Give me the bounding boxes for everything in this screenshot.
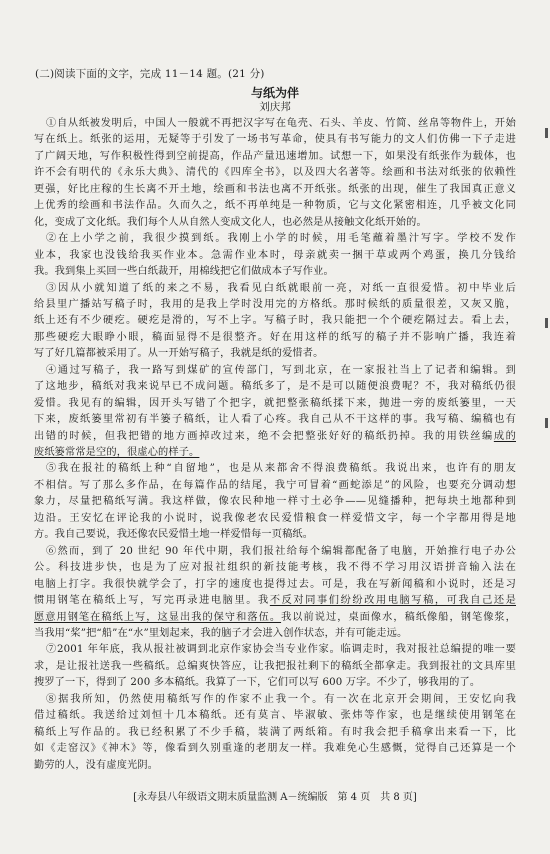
article-line: 纸上还有不少硬疙。硬疙是滑的，写不上字。写稿子时，我只能把一个个硬疙隔过去。看上去， [34,315,516,327]
article-line: 勤劳的人，没有虚度光阴。 [34,759,159,771]
article-line: 方。我自己要说，我还像农民爱惜土地一样爱惜每一页稿纸。 [34,529,314,541]
article-line: 公。科技进步快，也是为了应对报社组织的新技能考核，我不得不学习用汉语拼音输入法在 [34,562,516,574]
article-line: 边沿。王安忆在评论我的小说时，说我像老农民爱惜粮食一样爱惜文字，每一个字都用得是地 [34,512,516,524]
article-line: ④通过写稿子，我一路写到煤矿的宣传部门，写到北京，在一家报社当上了记者和编辑。到 [46,364,516,376]
article-line: 上优秀的绘画和书法作品。久而久之，纸不再单纯是一种物质，它与文化紧密相连，几乎被文化同 [34,200,516,212]
article-line: 爱惜。我见有的编辑，因开头写错了个把字，就把整张稿纸揉下来，抛进一旁的废纸篓里，一天 [34,397,516,409]
article-line: 稿纸上写作品的。我已经积累了不少手稿，装满了两纸箱。有时我会把手稿拿出来看一下，比 [34,726,516,738]
article-author: 刘庆邦 [259,101,291,113]
article-line: ⑥然而，到了 20 世纪 90 年代中期，我们报社给每个编辑都配备了电脑，开始推行电子办公 [46,545,516,557]
article-line: 愿意用钢笔在稿纸上写，这显出我的保守和落伍。我以前说过，桌面像水，稿纸像船，钢笔像浆， [34,611,516,623]
article-line: ⑤我在报社的稿纸上种“自留地”，也是从来都舍不得浪费稿纸。我说出来，也许有的朋友 [46,463,516,475]
article-line: 了广阔天地，写作积极性得到空前提高，作品产量迅速增加。试想一下，如果没有纸张作为载体，也 [34,150,516,162]
article-line: 借过稿纸。我送给过刘恒十几本稿纸。还有莫言、毕淑敏、张炜等作家，也是继续使用钢笔在 [34,710,516,722]
article-line: ⑦2001 年年底，我从报社被调到北京作家协会当专业作家。临调走时，我对报社总编提的唯一要 [46,644,516,656]
article-line: 出错的时候，但我把错的地方画掉改过来，绝不会把整张好好的稿纸扔掉。我的用铁丝编成的 [34,430,516,442]
article-line: 那些硬疙大眼睁小眼，稿面显得不是很整齐。好在用这样的纸写的稿子并不影响广播，我连着 [34,331,516,343]
article-line: 象力，尽量把稿纸写满。我这样做，像农民种地一样寸土必争——见缝播种，把每块土地都种到 [34,496,516,508]
article-line: 了这地步，稿纸对我来说早已不成问题。稿纸多了，是不是可以随便浪费呢？不，我对稿纸仍很 [34,381,516,393]
article-line: 写在纸上。纸张的运用，无疑等于引发了一场书写革命，使具有书写能力的文人们仿佛一下子走进 [34,134,516,146]
article-line: ③因从小就知道了纸的来之不易，我看见白纸就眼前一亮，对纸一直很爱惜。初中毕业后 [46,282,516,294]
article-line: 我。我到集上买回一些白纸裁开，用棉线把它们做成本子写作业。 [34,266,334,278]
article-title: 与纸为伴 [250,86,299,100]
article-line: 电脑上打字。我很快就学会了，打字的速度也提得过去。可是，我在写新闻稿和小说时，还是习 [34,578,516,590]
article-line: 给县里广播站写稿子时，我用的是我上学时没用完的方格纸。那时候纸的质量很差，又灰又脆， [34,298,516,310]
margin-mark [545,318,548,328]
article-line: ⑧据我所知，仍然使用稿纸写作的作家不止我一个。有一次在北京开会期间，王安忆向我 [46,693,516,705]
article-line: 许不会有明代的《永乐大典》、清代的《四库全书》，以及四大名著等。绘画和书法对纸张的依赖性 [34,167,516,179]
article-line: 求，是让报社送我一些稿纸。总编爽快答应，让我把报社剩下的稿纸全都拿走。我到报社的文具库里 [34,660,516,672]
article-line: 废纸篓常常是空的，很虚心的样子。 [34,447,200,458]
article-line: 不相信。写了那么多作品，在每篇作品的结尾，我宁可冒着“画蛇添足”的风险，也要充分调动想 [34,479,516,491]
page-footer: [永寿县八年级语文期末质量监测 A－统编版 第 4 页 共 8 页] [133,792,417,803]
article-line: 搜罗了一下，得到了 200 多本稿纸。我算了一下，它们可以写 600 万字。不少了，够我用的了。 [34,677,481,689]
article-line: 写了好几篇都被采用了。从一开始写稿子，我就是纸的爱惜者。 [34,348,324,360]
article-line: 更强，好比庄稼的生长离不开土地，绘画和书法也离不开纸张。纸张的出现，催生了我国真正意义 [34,183,516,195]
article-line: ①自从纸被发明后，中国人一般就不再把汉字写在龟壳、石头、羊皮、竹简、丝帛等物件上，开始 [46,118,516,129]
article-line: 化，变成了文化纸。我们每个人从自然人变成文化人，也必然是从接触文化纸开始的。 [34,216,427,228]
margin-mark [545,128,548,138]
article-line: 当我用“桨”把“船”在“水”里划起来，我的脑子才会进入创作状态，并有可能走远。 [34,627,408,639]
article-line: ②在上小学之前，我很少摸到纸。我刚上小学的时候，用毛笔蘸着墨汁写字。学校不发作 [46,233,516,245]
margin-mark [545,418,548,428]
section-heading: (二)阅读下面的文字，完成 11－14 题。(21 分) [35,68,265,80]
article-line: 业本，我家也没钱给我买作业本。急需作业本时，母亲就卖一捆干草或两个鸡蛋，换几分钱给 [34,249,516,261]
article-line: 下来，废纸篓里常初有半篓子稿纸，让人看了心疼。我自己从不干这样的事。我写稿、编稿也有 [34,414,516,426]
article-line: 惯用钢笔在稿纸上写，写完再录进电脑里。我不反对同事们纷纷改用电脑写稿，可我自己还是 [34,595,516,607]
article-line: 如《走窑汉》《神木》等，像看到久别重逢的老朋友一样。我难免心生感慨，觉得自己还算是一个 [34,743,516,755]
